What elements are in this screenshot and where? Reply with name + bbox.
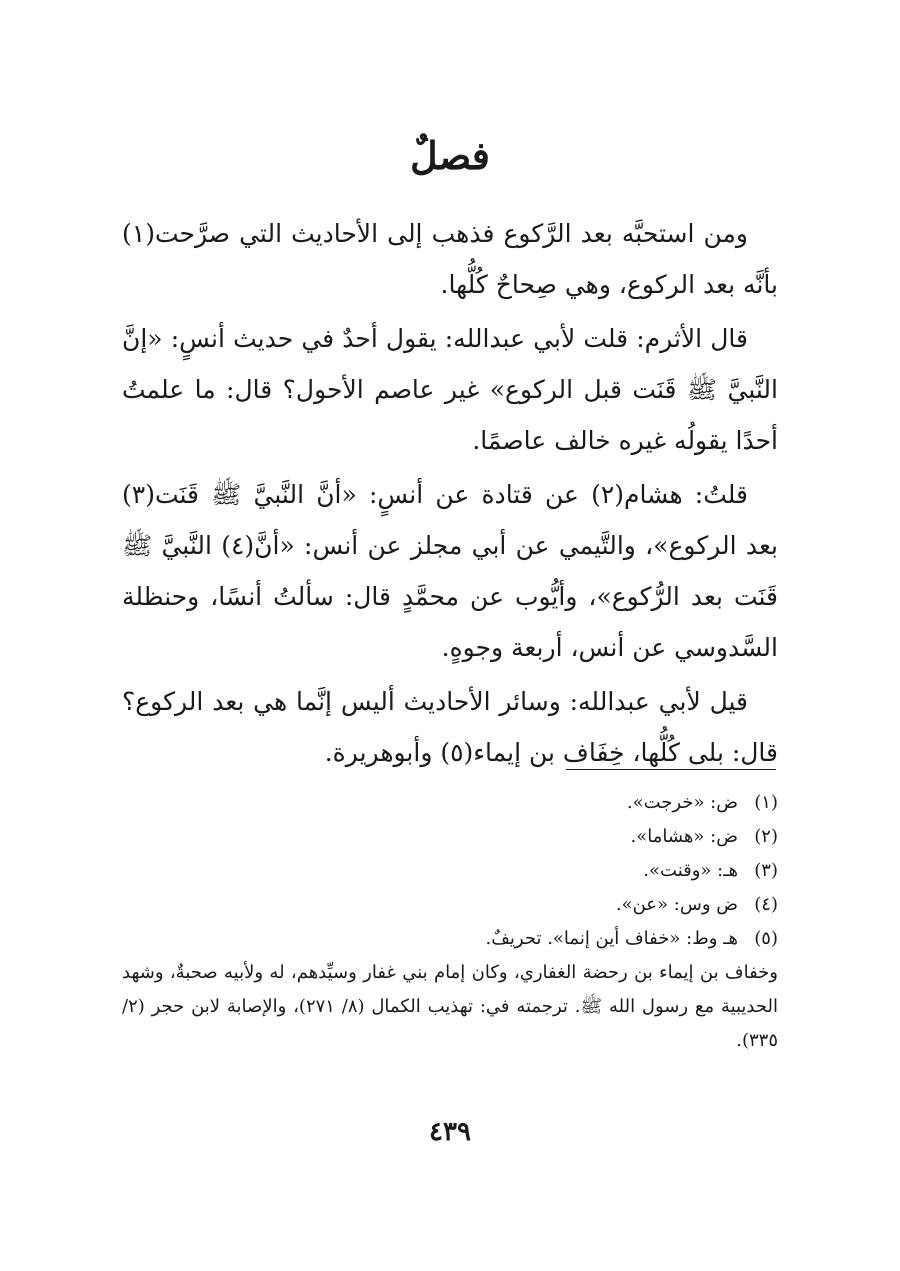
footnote-number: (١) — [754, 792, 778, 813]
footnote-number: (٣) — [754, 860, 778, 881]
main-text — [122, 208, 778, 781]
footnote — [122, 820, 778, 854]
footnote-text: هـ: «وقنت». — [643, 860, 738, 881]
paragraph: قلتُ: هشام(٢) عن قتادة عن أنسٍ: «أنَّ النَّبيَّ ﷺ قَنَت(٣) بعد الركوع»، والتَّيمي عن أبي مجلز عن أنس: «أنَّ(٤) النَّبيَّ ﷺ قَنَت بعد الرُّكوع»، وأيُّوب عن محمَّدٍ قال: سألتُ أنسًا، وحنظلة السَّدوسي عن أنس، أربعة وجوهٍ. — [122, 480, 778, 662]
footnote — [122, 854, 778, 888]
footnote — [122, 922, 778, 956]
footnote-separator — [566, 769, 776, 770]
page-number: ٤٣٩ — [429, 1117, 471, 1147]
footnote-text: ض وس: «عن». — [615, 894, 738, 915]
paragraph: قيل لأبي عبدالله: وسائر الأحاديث أليس إنَّما هي بعد الركوع؟ قال: بلى كُلُّها، خِفَاف بن إيماء(٥) وأبوهريرة. — [122, 687, 778, 767]
footnote-number: (٢) — [754, 826, 778, 847]
paragraph: قال الأثرم: قلت لأبي عبدالله: يقول أحدٌ في حديث أنسٍ: «إنَّ النَّبيَّ ﷺ قَنَت قبل الركوع» غير عاصم الأحول؟ قال: ما علمتُ أحدًا يقولُه غيره خالف عاصمًا. — [122, 324, 778, 455]
footnotes — [122, 786, 778, 1058]
paragraph: ومن استحبَّه بعد الرَّكوع فذهب إلى الأحاديث التي صرَّحت(١) بأنَّه بعد الركوع، وهي صِحاحٌ كُلُّها. — [122, 219, 778, 299]
footnote-number: (٥) — [754, 928, 778, 949]
footnote-text: ض: «خرجت». — [626, 792, 738, 813]
footnote-number: (٤) — [754, 894, 778, 915]
footnote-continuation: وخفاف بن إيماء بن رحضة الغفاري، وكان إمام بني غفار وسيِّدهم، له ولأبيه صحبةٌ، وشهد الحديبية مع رسول الله ﷺ. ترجمته في: تهذيب الكمال (٨/ ٢٧١)، والإصابة لابن حجر (٢/ ٣٣٥). — [122, 962, 778, 1051]
footnote-text: هـ وط: «خفاف أين إنما». تحريفٌ. — [485, 928, 738, 949]
footnote — [122, 786, 778, 820]
footnote-text: ض: «هشاما». — [630, 826, 738, 847]
section-title: فصلٌ — [410, 133, 490, 178]
footnote — [122, 888, 778, 922]
